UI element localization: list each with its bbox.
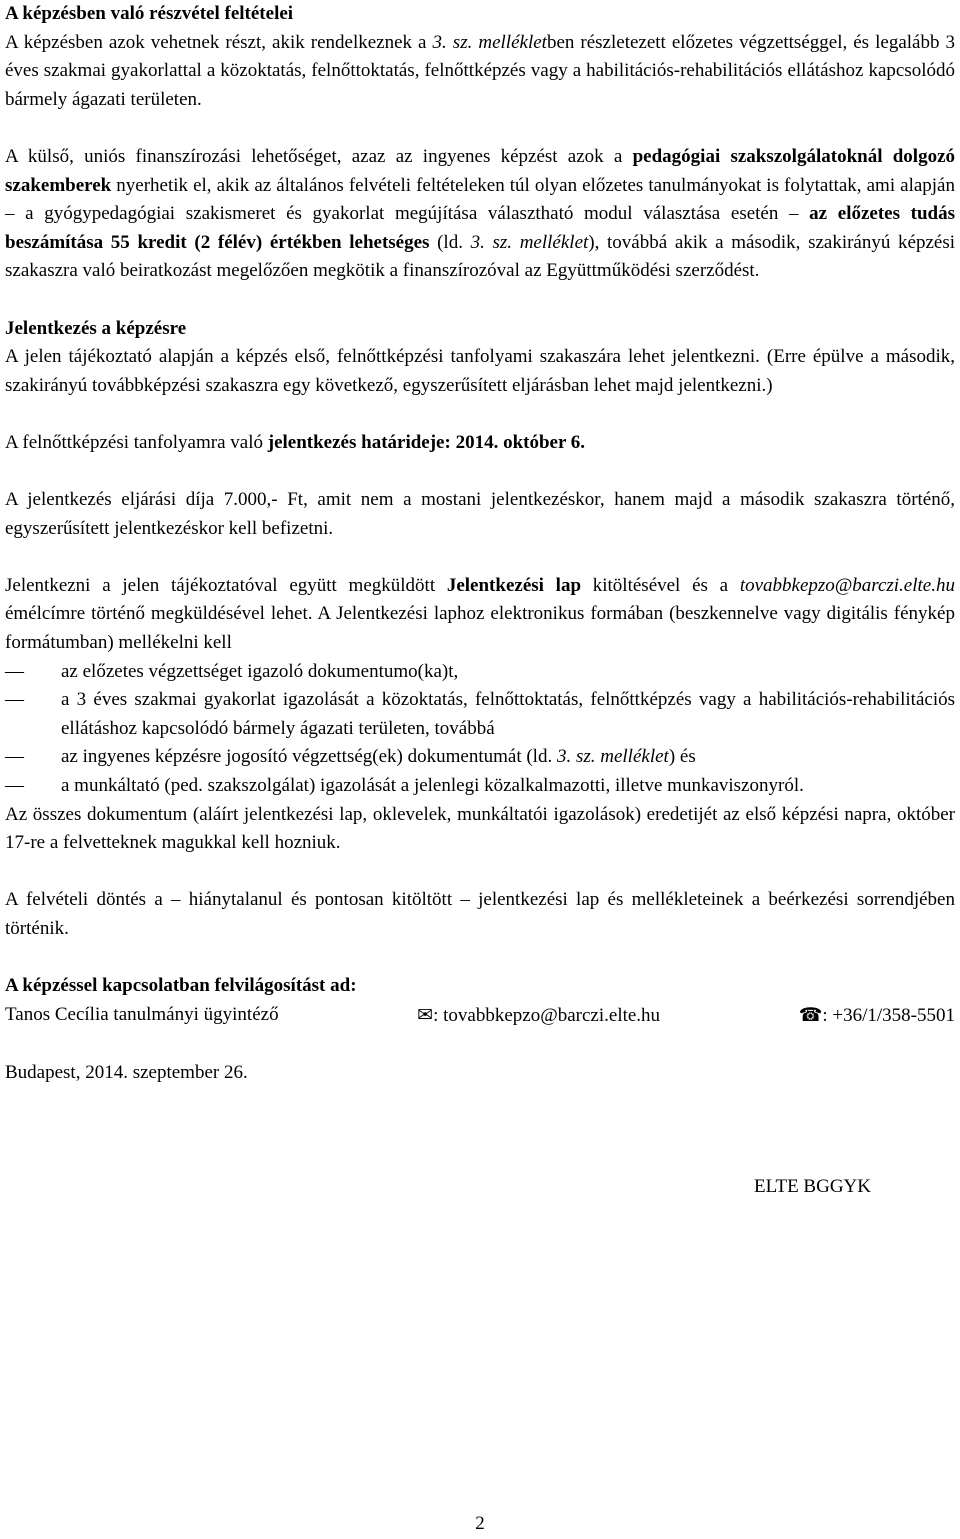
list-item: — az előzetes végzettséget igazoló dokumentumo(ka)t, <box>5 658 955 687</box>
annex-reference: 3. sz. melléklet <box>432 31 547 53</box>
section-heading: Jelentkezés a képzésre <box>5 317 187 339</box>
telephone-icon: ☎ <box>798 1003 823 1026</box>
section-heading: A képzéssel kapcsolatban felvilágosítást ad: <box>5 975 357 997</box>
annex-reference: 3. sz. melléklet <box>556 746 669 768</box>
apply-paragraph: Jelentkezni a jelen tájékoztatóval együtt megküldött Jelentkezési lap kitöltésével és a tovabbkepzo@barczi.elte.hu émélcímre történő megküldésével lehet. A Jelentkezési laphoz elektronikus formában (beszkennelve vagy digitális fénykép formátumban) mellékelni kell <box>5 574 955 654</box>
email-link[interactable]: tovabbkepzo@barczi.elte.hu <box>739 574 955 596</box>
place-date: Budapest, 2014. szeptember 26. <box>5 1061 248 1083</box>
originals-paragraph: Az összes dokumentum (aláírt jelentkezési lap, oklevelek, munkáltatói igazolások) eredetijét az első képzési napra, október 17-re a felvetteknek magukkal kell hozniuk. <box>5 803 955 854</box>
document-list <box>5 658 955 801</box>
signature: ELTE BGGYK <box>754 1176 871 1198</box>
contact-email[interactable]: ✉: tovabbkepzo@barczi.elte.hu <box>417 1003 661 1026</box>
participation-paragraph: A képzésben azok vehetnek részt, akik rendelkeznek a 3. sz. mellékletben részletezett előzetes végzettséggel, és legalább 3 éves szakmai gyakorlattal a közoktatás, felnőttoktatás, felnőttképzés vagy a habilitációs-rehabilitációs ellátáshoz kapcsolódó bármely ágazati területen. <box>5 31 955 110</box>
application-intro: A jelen tájékoztató alapján a képzés első, felnőttképzési tanfolyami szakaszára lehet jelentkezni. (Erre épülve a második, szakirányú továbbképzési szakaszra egy következő, egyszerűsített eljárásban lehet majd jelentkezni.) <box>5 346 955 396</box>
section-heading: A képzésben való részvétel feltételei <box>5 3 294 24</box>
envelope-icon: ✉ <box>417 1003 434 1026</box>
list-item: — a 3 éves szakmai gyakorlat igazolását a közoktatás, felnőttoktatás, felnőttképzés vagy a habilitációs-rehabilitációs ellátáshoz kapcsolódó bármely ágazati területen, továbbá <box>5 686 955 743</box>
page-number: 2 <box>475 1513 485 1534</box>
contact-line <box>5 1001 955 1031</box>
decision-paragraph: A felvételi döntés a – hiánytalanul és pontosan kitöltött – jelentkezési lap és mellékleteinek a beérkezési sorrendjében történik. <box>5 889 955 939</box>
annex-reference: 3. sz. melléklet <box>470 231 589 253</box>
funding-paragraph: A külső, uniós finanszírozási lehetőséget, azaz az ingyenes képzést azok a pedagógiai szakszolgálatoknál dolgozó szakemberek nyerhetik el, akik az általános felvételi feltételeken túl olyan előzetes tanulmányokat is folytattak, ami alapján – a gyógypedagógiai szakismeret és gyakorlat megújítása választható modul választása esetén – az előzetes tudás beszámítása 55 kredit (2 félév) értékben lehetséges (ld. 3. sz. melléklet), továbbá akik a második, szakirányú képzési szakaszra való beiratkozást megelőzően megkötik a finanszírozóval az Együttműködési szerződést. <box>5 145 956 282</box>
list-item: — a munkáltató (ped. szakszolgálat) igazolását a jelenlegi közalkalmazotti, illetve munkaviszonyról. <box>5 772 955 801</box>
section-participation <box>5 0 955 114</box>
list-item: — az ingyenes képzésre jogosító végzettség(ek) dokumentumát (ld. 3. sz. melléklet) és <box>5 743 955 772</box>
fee-paragraph: A jelentkezés eljárási díja 7.000,- Ft, amit nem a mostani jelentkezéskor, hanem majd a második szakaszra történő, egyszerűsített jelentkezéskor kell befizetni. <box>5 489 955 539</box>
document-page <box>5 0 955 1202</box>
contact-name: Tanos Cecília tanulmányi ügyintéző <box>5 1003 279 1025</box>
contact-phone: ☎: +36/1/358-5501 <box>798 1003 955 1026</box>
deadline-paragraph: A felnőttképzési tanfolyamra való jelentkezés határideje: 2014. október 6. <box>5 431 586 453</box>
